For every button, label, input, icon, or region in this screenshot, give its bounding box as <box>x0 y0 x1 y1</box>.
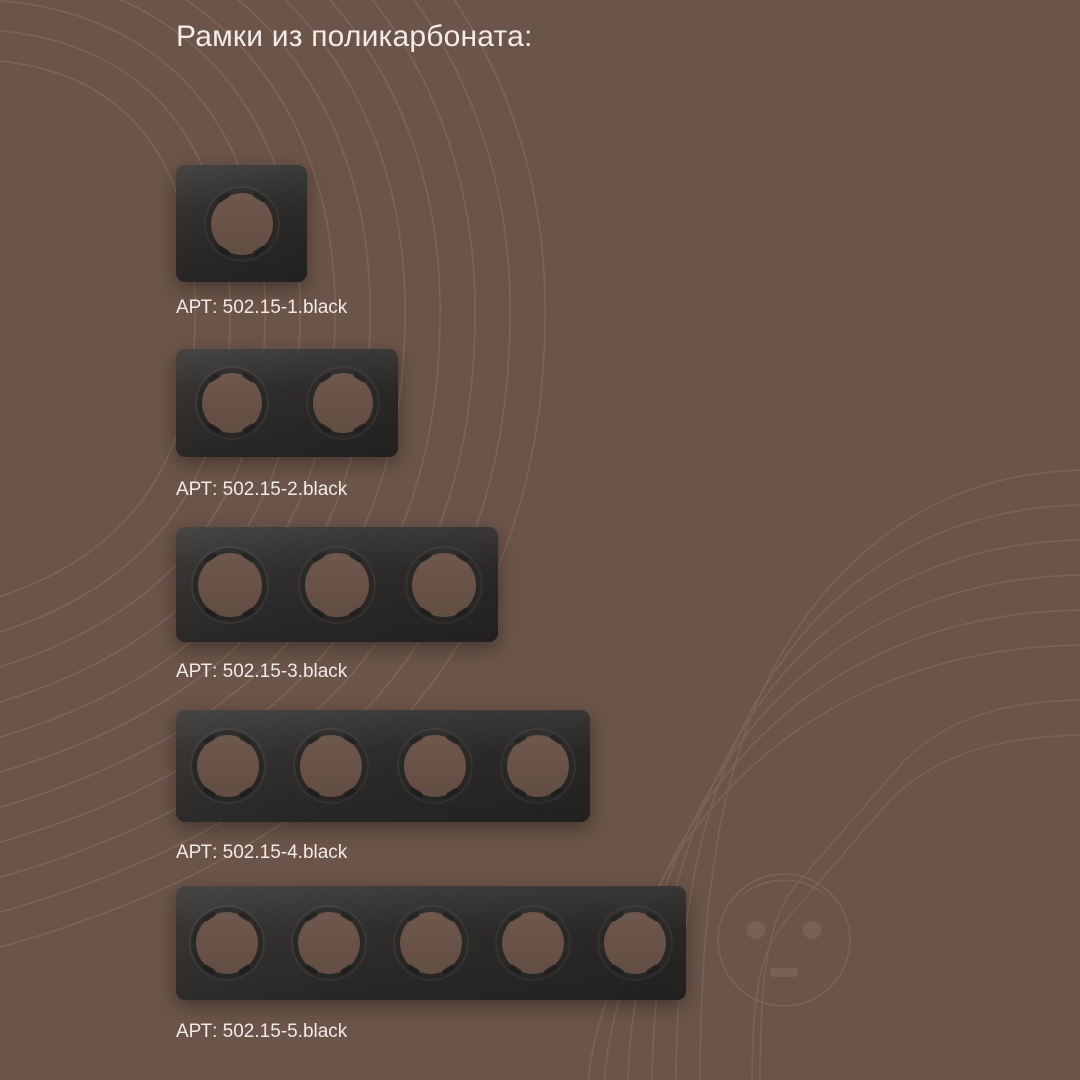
product-frame-2[interactable] <box>176 349 398 457</box>
frame-opening <box>502 730 574 802</box>
clip-tab-icon <box>306 734 320 745</box>
clip-tab-icon <box>544 911 558 922</box>
clip-tab-icon <box>610 911 624 922</box>
clip-tab-icon <box>207 372 221 383</box>
clip-tab-icon <box>410 787 424 798</box>
frame-opening <box>399 730 471 802</box>
clip-tab-icon <box>508 911 522 922</box>
clip-tab-icon <box>549 787 563 798</box>
clip-tab-icon <box>342 787 356 798</box>
clip-tab-icon <box>342 734 356 745</box>
clip-tab-icon <box>442 911 456 922</box>
frame-opening <box>407 548 481 622</box>
clip-tab-icon <box>549 734 563 745</box>
frame-body-2 <box>176 349 398 457</box>
clip-tab-icon <box>456 606 470 617</box>
frame-opening <box>293 907 365 979</box>
clip-tab-icon <box>253 191 267 202</box>
clip-tab-icon <box>311 606 325 617</box>
product-caption-1: АРТ: 502.15-1.black <box>176 297 348 318</box>
frame-opening <box>191 907 263 979</box>
clip-tab-icon <box>446 734 460 745</box>
frame-opening <box>295 730 367 802</box>
product-caption-4: АРТ: 502.15-4.black <box>176 842 348 863</box>
clip-tab-icon <box>241 551 255 562</box>
clip-tab-icon <box>306 787 320 798</box>
clip-tab-icon <box>646 911 660 922</box>
page-title: Рамки из поликарбоната: <box>176 20 533 53</box>
clip-tab-icon <box>238 911 252 922</box>
frame-opening <box>193 548 267 622</box>
clip-tab-icon <box>406 964 420 975</box>
clip-tab-icon <box>242 423 256 434</box>
clip-tab-icon <box>304 911 318 922</box>
frame-body-5 <box>176 886 686 1000</box>
clip-tab-icon <box>406 911 420 922</box>
clip-tab-icon <box>446 787 460 798</box>
clip-tab-icon <box>239 787 253 798</box>
clip-tab-icon <box>253 244 267 255</box>
clip-tab-icon <box>203 734 217 745</box>
product-frame-4[interactable] <box>176 710 590 822</box>
clip-tab-icon <box>456 551 470 562</box>
clip-tab-icon <box>410 734 424 745</box>
clip-tab-icon <box>202 911 216 922</box>
product-caption-2: АРТ: 502.15-2.black <box>176 479 348 500</box>
clip-tab-icon <box>241 606 255 617</box>
frame-body-4 <box>176 710 590 822</box>
clip-tab-icon <box>318 423 332 434</box>
clip-tab-icon <box>239 734 253 745</box>
clip-tab-icon <box>238 964 252 975</box>
frame-body-1 <box>176 165 307 282</box>
frame-opening <box>395 907 467 979</box>
frame-opening <box>300 548 374 622</box>
product-caption-5: АРТ: 502.15-5.black <box>176 1021 348 1042</box>
frame-opening <box>197 368 267 438</box>
product-frame-5[interactable] <box>176 886 686 1000</box>
clip-tab-icon <box>349 606 363 617</box>
clip-tab-icon <box>419 551 433 562</box>
clip-tab-icon <box>203 787 217 798</box>
clip-tab-icon <box>217 244 231 255</box>
clip-tab-icon <box>353 423 367 434</box>
frame-body-3 <box>176 527 498 642</box>
clip-tab-icon <box>304 964 318 975</box>
clip-tab-icon <box>419 606 433 617</box>
clip-tab-icon <box>311 551 325 562</box>
clip-tab-icon <box>202 964 216 975</box>
clip-tab-icon <box>318 372 332 383</box>
clip-tab-icon <box>544 964 558 975</box>
clip-tab-icon <box>442 964 456 975</box>
clip-tab-icon <box>207 423 221 434</box>
product-caption-3: АРТ: 502.15-3.black <box>176 661 348 682</box>
clip-tab-icon <box>242 372 256 383</box>
product-frame-1[interactable] <box>176 165 307 282</box>
clip-tab-icon <box>349 551 363 562</box>
frame-opening <box>497 907 569 979</box>
clip-tab-icon <box>340 964 354 975</box>
frame-opening <box>308 368 378 438</box>
frame-opening <box>206 188 278 260</box>
product-frame-3[interactable] <box>176 527 498 642</box>
frame-opening <box>599 907 671 979</box>
frame-opening <box>192 730 264 802</box>
clip-tab-icon <box>513 787 527 798</box>
clip-tab-icon <box>217 191 231 202</box>
clip-tab-icon <box>610 964 624 975</box>
clip-tab-icon <box>646 964 660 975</box>
clip-tab-icon <box>340 911 354 922</box>
clip-tab-icon <box>353 372 367 383</box>
clip-tab-icon <box>513 734 527 745</box>
clip-tab-icon <box>204 606 218 617</box>
clip-tab-icon <box>204 551 218 562</box>
clip-tab-icon <box>508 964 522 975</box>
